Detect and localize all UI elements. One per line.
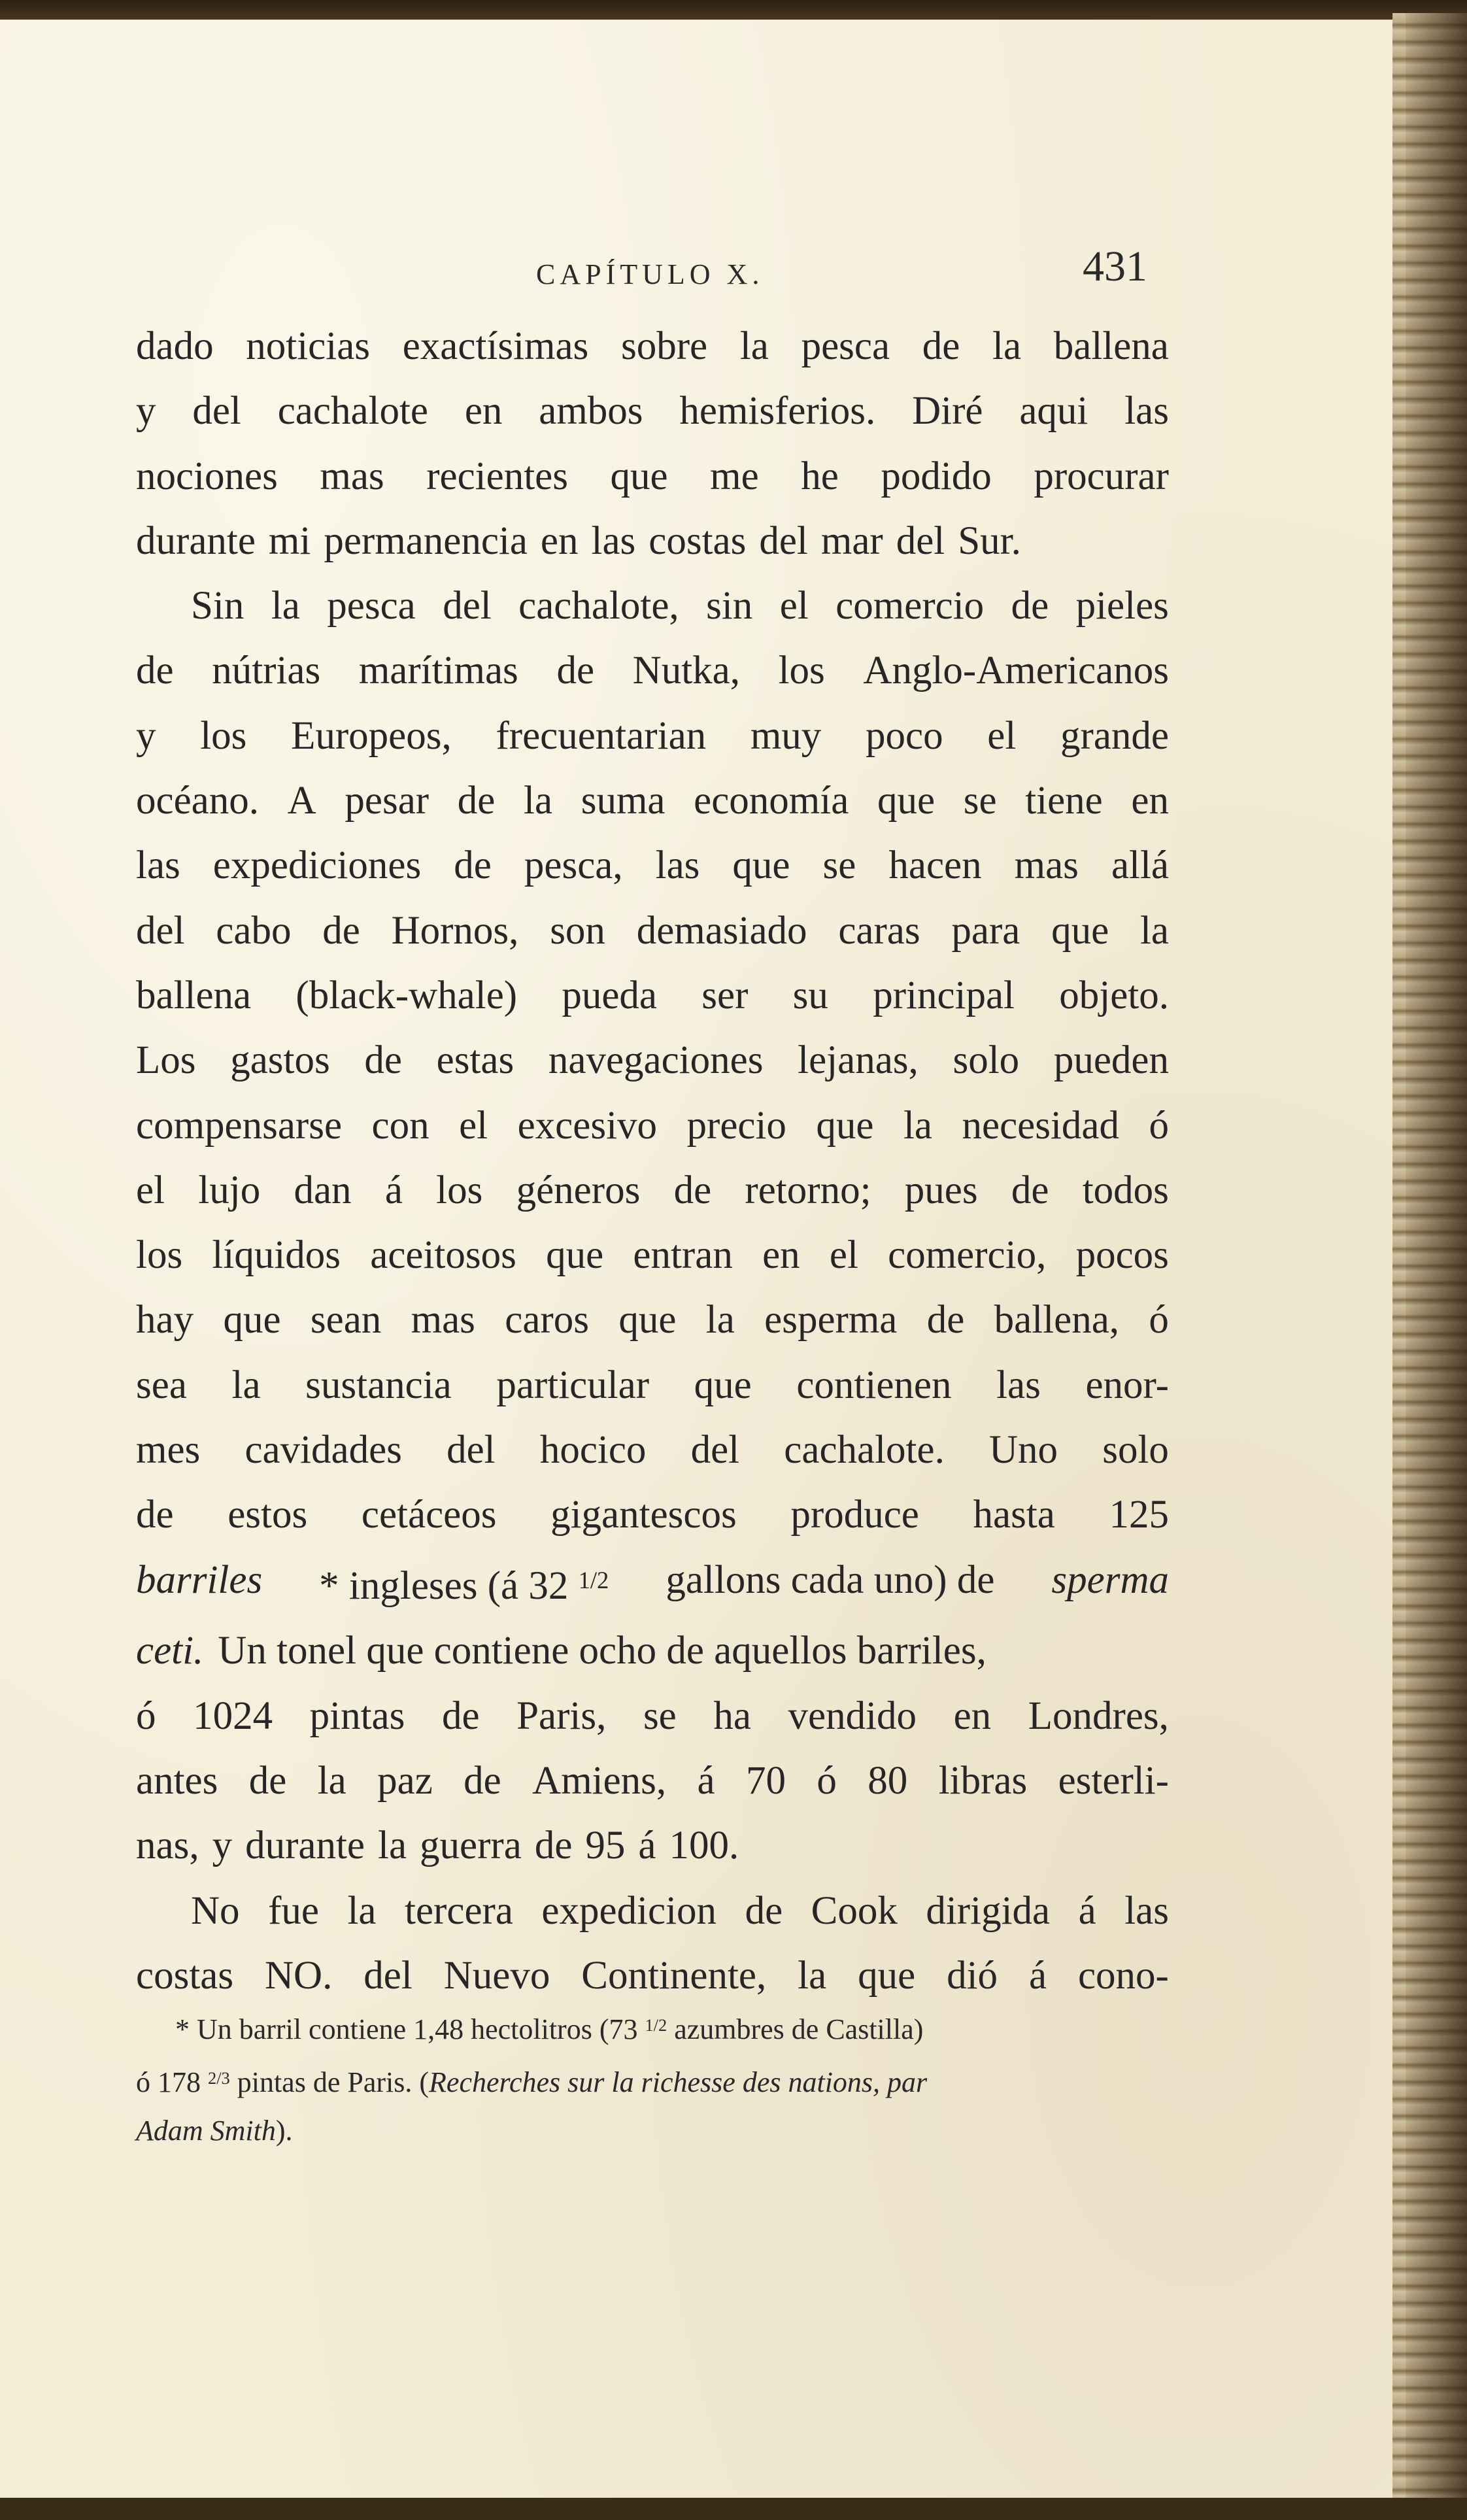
page-edge-shade <box>1406 13 1467 2511</box>
text-line: dado noticias exactísimas sobre la pesca de la ballena <box>136 324 1169 368</box>
footnote <box>136 2001 1169 2155</box>
text-line: océano. A pesar de la suma economía que se tiene en <box>136 779 1169 823</box>
text-line: sea la sustancia particular que contienen las enor- <box>136 1363 1169 1407</box>
text-line: Sin la pesca del cachalote, sin el comercio de pieles <box>191 584 1169 628</box>
text-line: compensarse con el excesivo precio que la necesidad ó <box>136 1103 1169 1148</box>
text-line: antes de la paz de Amiens, á 70 ó 80 libras esterli- <box>136 1759 1169 1803</box>
text-line: ceti. Un tonel que contiene ocho de aquellos barriles, <box>136 1629 986 1673</box>
text-line: las expediciones de pesca, las que se hacen mas allá <box>136 843 1169 888</box>
text-line: de estos cetáceos gigantescos produce hasta 125 <box>136 1493 1169 1537</box>
body-text <box>136 314 1169 2008</box>
text-line: nociones mas recientes que me he podido procurar <box>136 454 1169 498</box>
text-line: nas, y durante la guerra de 95 á 100. <box>136 1824 739 1868</box>
text-line: Los gastos de estas navegaciones lejanas, solo pueden <box>136 1038 1169 1083</box>
text-line: hay que sean mas caros que la esperma de ballena, ó <box>136 1298 1169 1342</box>
page-number: 431 <box>1083 243 1147 290</box>
text-line: y los Europeos, frecuentarian muy poco el grande <box>136 713 1169 758</box>
page-header <box>0 242 1412 301</box>
text-line: de nútrias marítimas de Nutka, los Anglo-Americanos <box>136 649 1169 693</box>
book-page <box>0 20 1412 2498</box>
footnote-line: ó 178 $^{2/3}$ pintas de Paris. (Recherches sur la richesse des nations, par <box>136 2066 928 2098</box>
footnote-line: * Un barril contiene 1,48 hectolitros (73 $^{1/2}$ azumbres de Castilla) <box>175 2013 924 2045</box>
text-line: mes cavidades del hocico del cachalote. Uno solo <box>136 1428 1169 1473</box>
text-line: los líquidos aceitosos que entran en el comercio, pocos <box>136 1233 1169 1278</box>
text-line: durante mi permanencia en las costas del mar del Sur. <box>136 519 1021 563</box>
bottom-shadow <box>0 2498 1467 2520</box>
text-line: costas NO. del Nuevo Continente, la que dió á cono- <box>136 1953 1169 1998</box>
text-line: ballena (black-whale) pueda ser su principal objeto. <box>136 973 1169 1017</box>
text-line: barriles * ingleses (á 32 1/2 gallons cada uno) de sperma <box>136 1558 1169 1609</box>
text-line: No fue la tercera expedicion de Cook dirigida á las <box>191 1888 1169 1933</box>
text-line: ó 1024 pintas de Paris, se ha vendido en Londres, <box>136 1694 1169 1738</box>
text-line: el lujo dan á los géneros de retorno; pues de todos <box>136 1168 1169 1212</box>
running-head: CAPÍTULO X. <box>536 258 764 290</box>
text-line: del cabo de Hornos, son demasiado caras para que la <box>136 908 1169 953</box>
text-line: y del cachalote en ambos hemisferios. Diré aqui las <box>136 389 1169 434</box>
footnote-line: Adam Smith). <box>136 2114 293 2147</box>
